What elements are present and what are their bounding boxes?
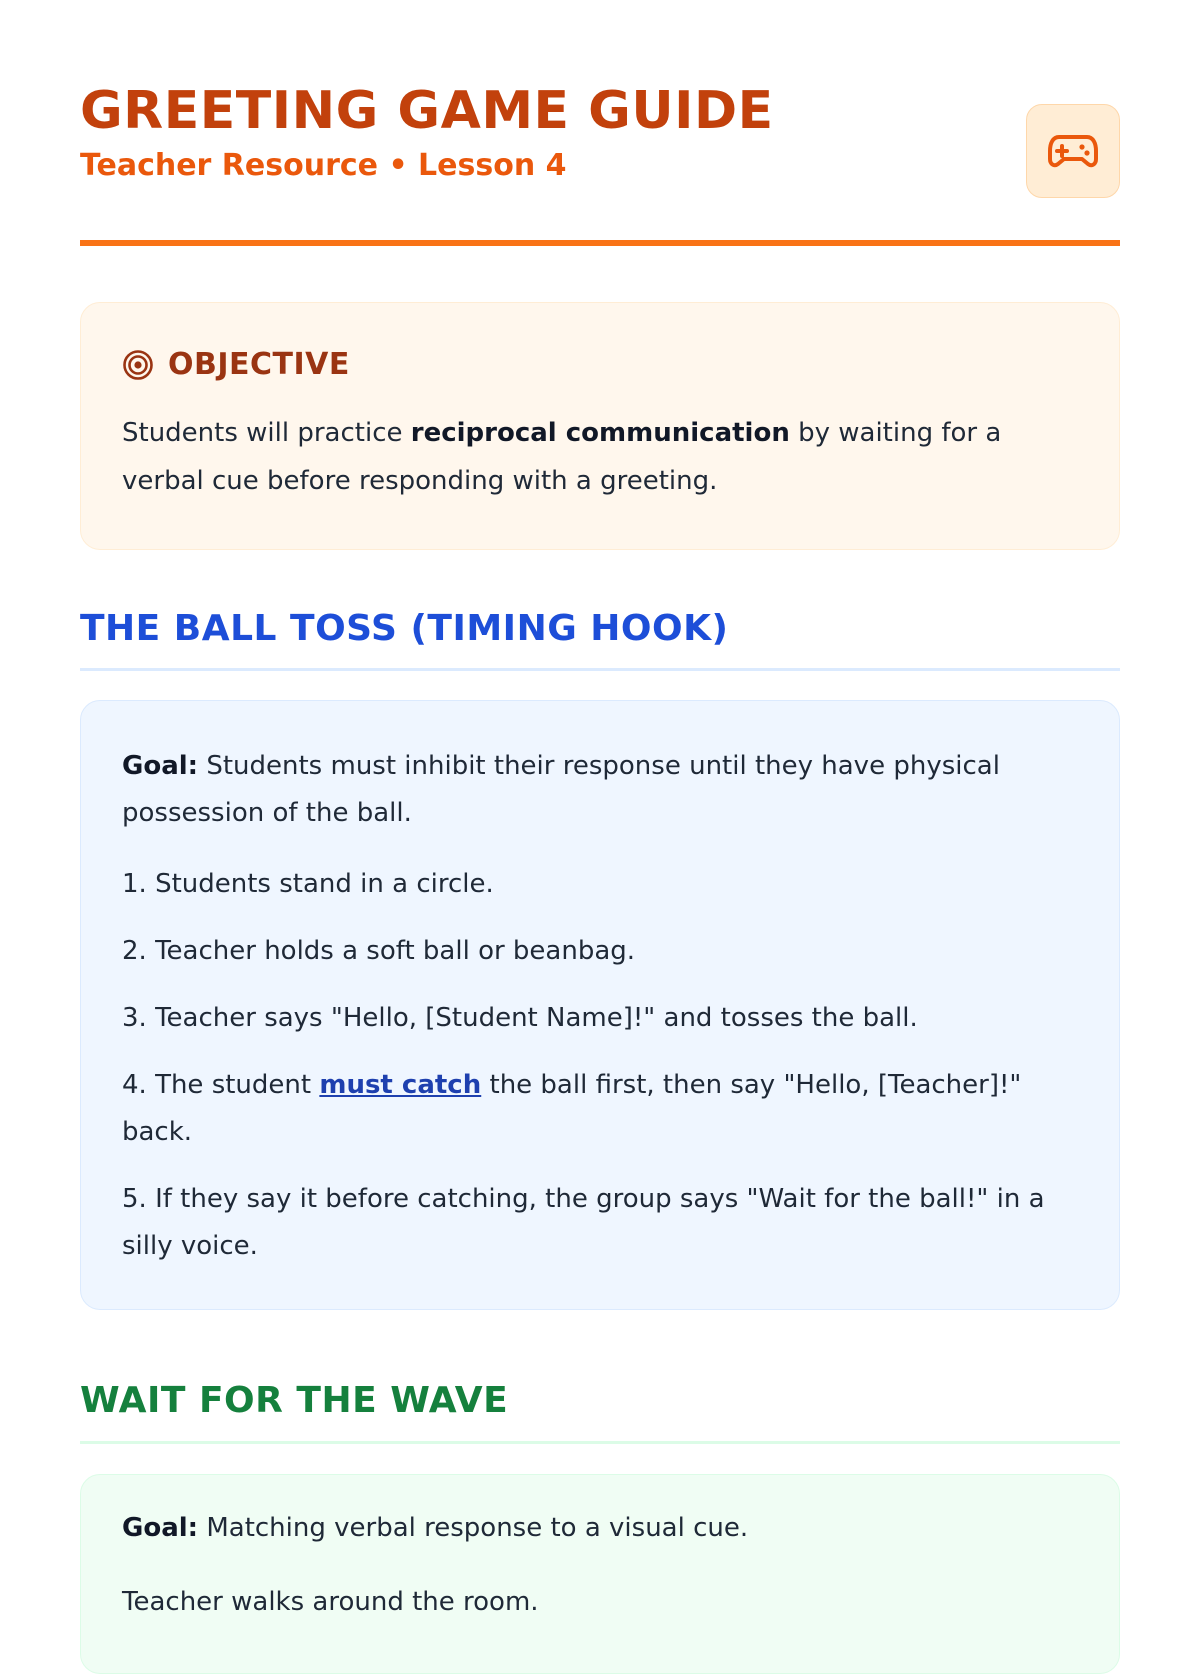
wave-divider (80, 1441, 1120, 1444)
wave-title: WAIT FOR THE WAVE (80, 1380, 509, 1421)
step4-end: the ball first, then say "Hello, [Teacher]!" back. (122, 1070, 1022, 1147)
step4-start: 4. The student (122, 1070, 320, 1100)
wave-goal (122, 1505, 1078, 1552)
step-item: 2. Teacher holds a soft ball or beanbag. (122, 936, 636, 966)
page-header (80, 78, 1120, 248)
header-divider (80, 240, 1120, 246)
goal-text: Matching verbal response to a visual cue. (198, 1513, 749, 1543)
gamepad-icon (1047, 131, 1099, 171)
objective-emphasis: reciprocal communication (410, 418, 790, 448)
objective-title: OBJECTIVE (168, 347, 350, 382)
step-item: 5. If they say it before catching, the group says "Wait for the ball!" in a silly voice. (122, 1184, 1045, 1261)
page-subtitle: Teacher Resource • Lesson 4 (80, 148, 567, 183)
ball-toss-goal (122, 743, 1078, 837)
objective-text-end: by waiting for a verbal cue before responding with a greeting. (122, 418, 1002, 496)
goal-label: Goal: (122, 1513, 199, 1543)
ball-toss-title: THE BALL TOSS (TIMING HOOK) (80, 608, 729, 649)
must-catch-link[interactable]: must catch (319, 1070, 482, 1100)
step-item (122, 1062, 1078, 1156)
goal-label: Goal: (122, 751, 199, 781)
step-item: Teacher walks around the room. (122, 1587, 539, 1617)
objective-text (122, 409, 1078, 505)
objective-text-start: Students will practice (122, 418, 411, 448)
ball-toss-steps (122, 861, 1078, 1290)
step-item: 3. Teacher says "Hello, [Student Name]!" and tosses the ball. (122, 1003, 918, 1033)
game-button[interactable] (1026, 104, 1120, 198)
wave-card (80, 1474, 1120, 1674)
step-item: 1. Students stand in a circle. (122, 869, 494, 899)
objective-heading (122, 347, 350, 382)
ball-toss-divider (80, 668, 1120, 671)
goal-text: Students must inhibit their response until they have physical possession of the ball. (122, 751, 1000, 828)
wave-steps (122, 1579, 1078, 1646)
objective-card (80, 302, 1120, 550)
target-icon (122, 349, 154, 381)
page-title: GREETING GAME GUIDE (80, 81, 774, 141)
ball-toss-card (80, 700, 1120, 1310)
